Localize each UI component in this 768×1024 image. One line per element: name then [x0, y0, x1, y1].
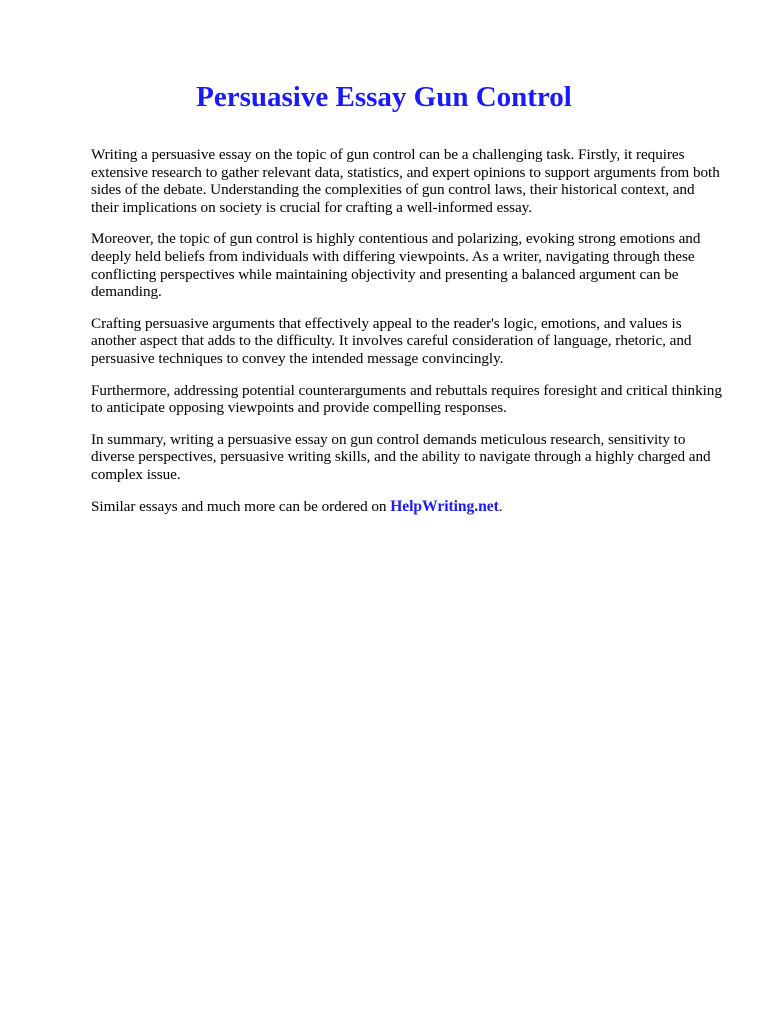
helpwriting-link[interactable]: HelpWriting.net — [390, 497, 499, 515]
document-body — [91, 146, 724, 529]
paragraph-5: In summary, writing a persuasive essay on gun control demands meticulous research, sensitivity to diverse perspectives, persuasive writing skills, and the ability to navigate through a highly charged and complex issue. — [91, 430, 711, 483]
footer-prefix: Similar essays and much more can be ordered on — [91, 497, 391, 515]
footer-suffix: . — [498, 497, 503, 515]
paragraph-1: Writing a persuasive essay on the topic of gun control can be a challenging task. Firstly, it requires extensive research to gather relevant data, statistics, and expert opinions to support arguments from both sides of the debate. Understanding the complexities of gun control laws, their historical context, and their implications on society is crucial for crafting a well-informed essay. — [91, 146, 720, 216]
document-title: Persuasive Essay Gun Control — [196, 81, 572, 113]
paragraph-2: Moreover, the topic of gun control is highly contentious and polarizing, evoking strong emotions and deeply held beliefs from individuals with differing viewpoints. As a writer, navigating through these conflicting perspectives while maintaining objectivity and presenting a balanced argument can be demanding. — [91, 230, 701, 301]
paragraph-4: Furthermore, addressing potential counterarguments and rebuttals requires foresight and critical thinking to anticipate opposing viewpoints and provide compelling responses. — [91, 381, 722, 417]
paragraph-3: Crafting persuasive arguments that effectively appeal to the reader's logic, emotions, and values is another aspect that adds to the difficulty. It involves careful consideration of language, rhetoric, and persuasive techniques to convey the intended message convincingly. — [91, 314, 692, 367]
footer-line — [91, 498, 724, 516]
